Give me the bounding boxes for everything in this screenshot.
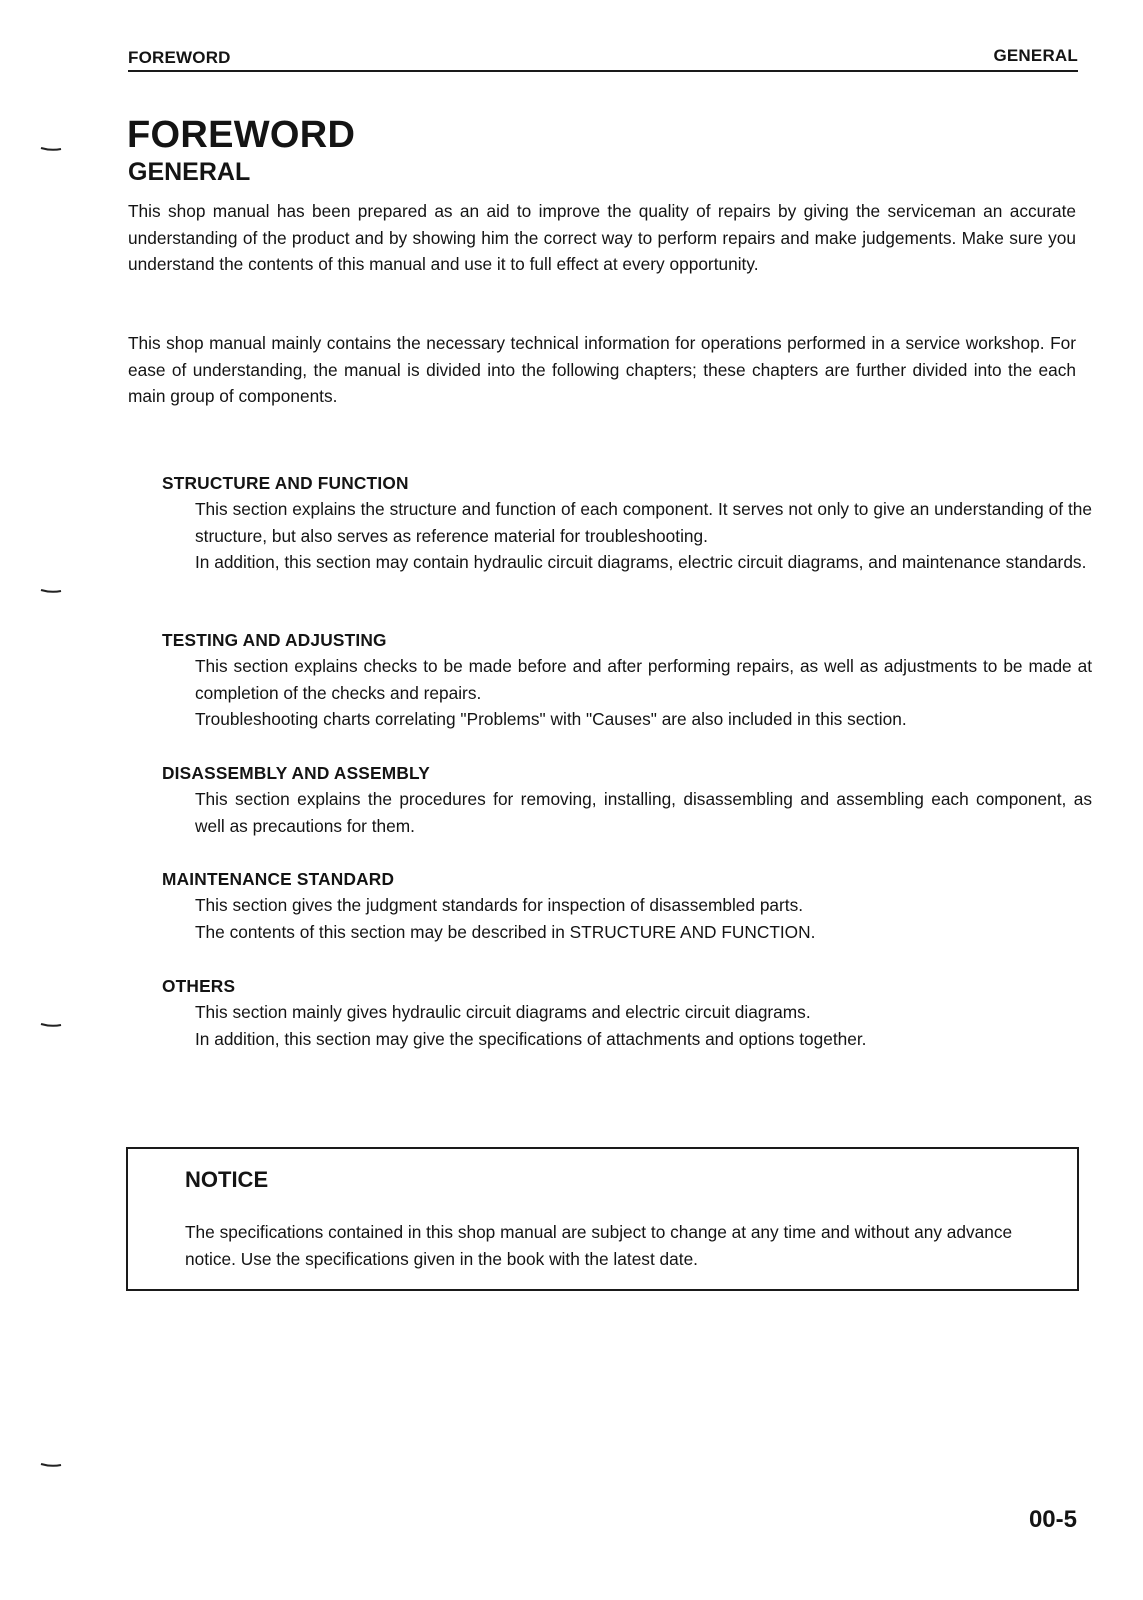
section-line: Troubleshooting charts correlating "Problems" with "Causes" are also included in this section. — [195, 709, 907, 729]
section-body — [195, 892, 1092, 945]
section-testing-and-adjusting — [162, 627, 1092, 733]
section-body — [195, 653, 1092, 733]
section-others — [162, 973, 1092, 1052]
section-line: The contents of this section may be described in STRUCTURE AND FUNCTION. — [195, 921, 816, 942]
section-heading: STRUCTURE AND FUNCTION — [162, 473, 409, 493]
section-line: This section explains the procedures for removing, installing, disassembling and assembling each component, as well as precautions for them. — [195, 789, 1092, 836]
margin-mark-icon — [40, 146, 62, 152]
section-maintenance-standard — [162, 866, 1092, 945]
header-section: GENERAL — [993, 46, 1078, 65]
margin-mark-icon — [40, 1022, 62, 1028]
section-line: In addition, this section may give the specifications of attachments and options together. — [195, 1028, 867, 1049]
section-heading: OTHERS — [162, 976, 236, 996]
page-title: FOREWORD — [127, 114, 356, 156]
section-body — [195, 786, 1092, 839]
section-line: In addition, this section may contain hydraulic circuit diagrams, electric circuit diagrams, and maintenance standards. — [195, 552, 1087, 572]
margin-mark-icon — [40, 1462, 62, 1468]
section-line: This section mainly gives hydraulic circuit diagrams and electric circuit diagrams. — [195, 1002, 811, 1022]
intro-paragraph: This shop manual has been prepared as an aid to improve the quality of repairs by giving the serviceman an accurate understanding of the product and by showing him the correct way to perform repairs and make judgements. Make sure you understand the contents of this manual and use it to full effect at every opportunity. — [128, 201, 1076, 274]
intro-paragraph: This shop manual mainly contains the necessary technical information for operations performed in a service workshop. For ease of understanding, the manual is divided into the following chapters; these chapters are further divided into the each main group of components. — [128, 333, 1076, 406]
notice-title: NOTICE — [185, 1167, 269, 1192]
section-line: This section gives the judgment standards for inspection of disassembled parts. — [195, 895, 804, 915]
notice-box — [126, 1147, 1079, 1291]
section-disassembly-and-assembly — [162, 760, 1092, 839]
section-line: This section explains the structure and function of each component. It serves not only to give an understanding of the structure, but also serves as reference material for troubleshooting. — [195, 499, 1092, 546]
header-chapter: FOREWORD — [128, 48, 231, 67]
running-header — [128, 44, 1078, 72]
page-subtitle: GENERAL — [128, 158, 251, 186]
section-body — [195, 999, 1092, 1052]
page-number: 00-5 — [1028, 1506, 1077, 1533]
notice-text: The specifications contained in this shop manual are subject to change at any time and without any advance notice. Use the specifications given in the book with the latest date. — [185, 1222, 1013, 1269]
section-heading: DISASSEMBLY AND ASSEMBLY — [162, 763, 430, 783]
section-heading: MAINTENANCE STANDARD — [162, 869, 395, 889]
section-body — [195, 496, 1092, 576]
section-line: This section explains checks to be made before and after performing repairs, as well as adjustments to be made at completion of the checks and repairs. — [195, 656, 1092, 703]
margin-mark-icon — [40, 588, 62, 594]
section-heading: TESTING AND ADJUSTING — [162, 630, 387, 650]
section-structure-and-function — [162, 470, 1092, 576]
